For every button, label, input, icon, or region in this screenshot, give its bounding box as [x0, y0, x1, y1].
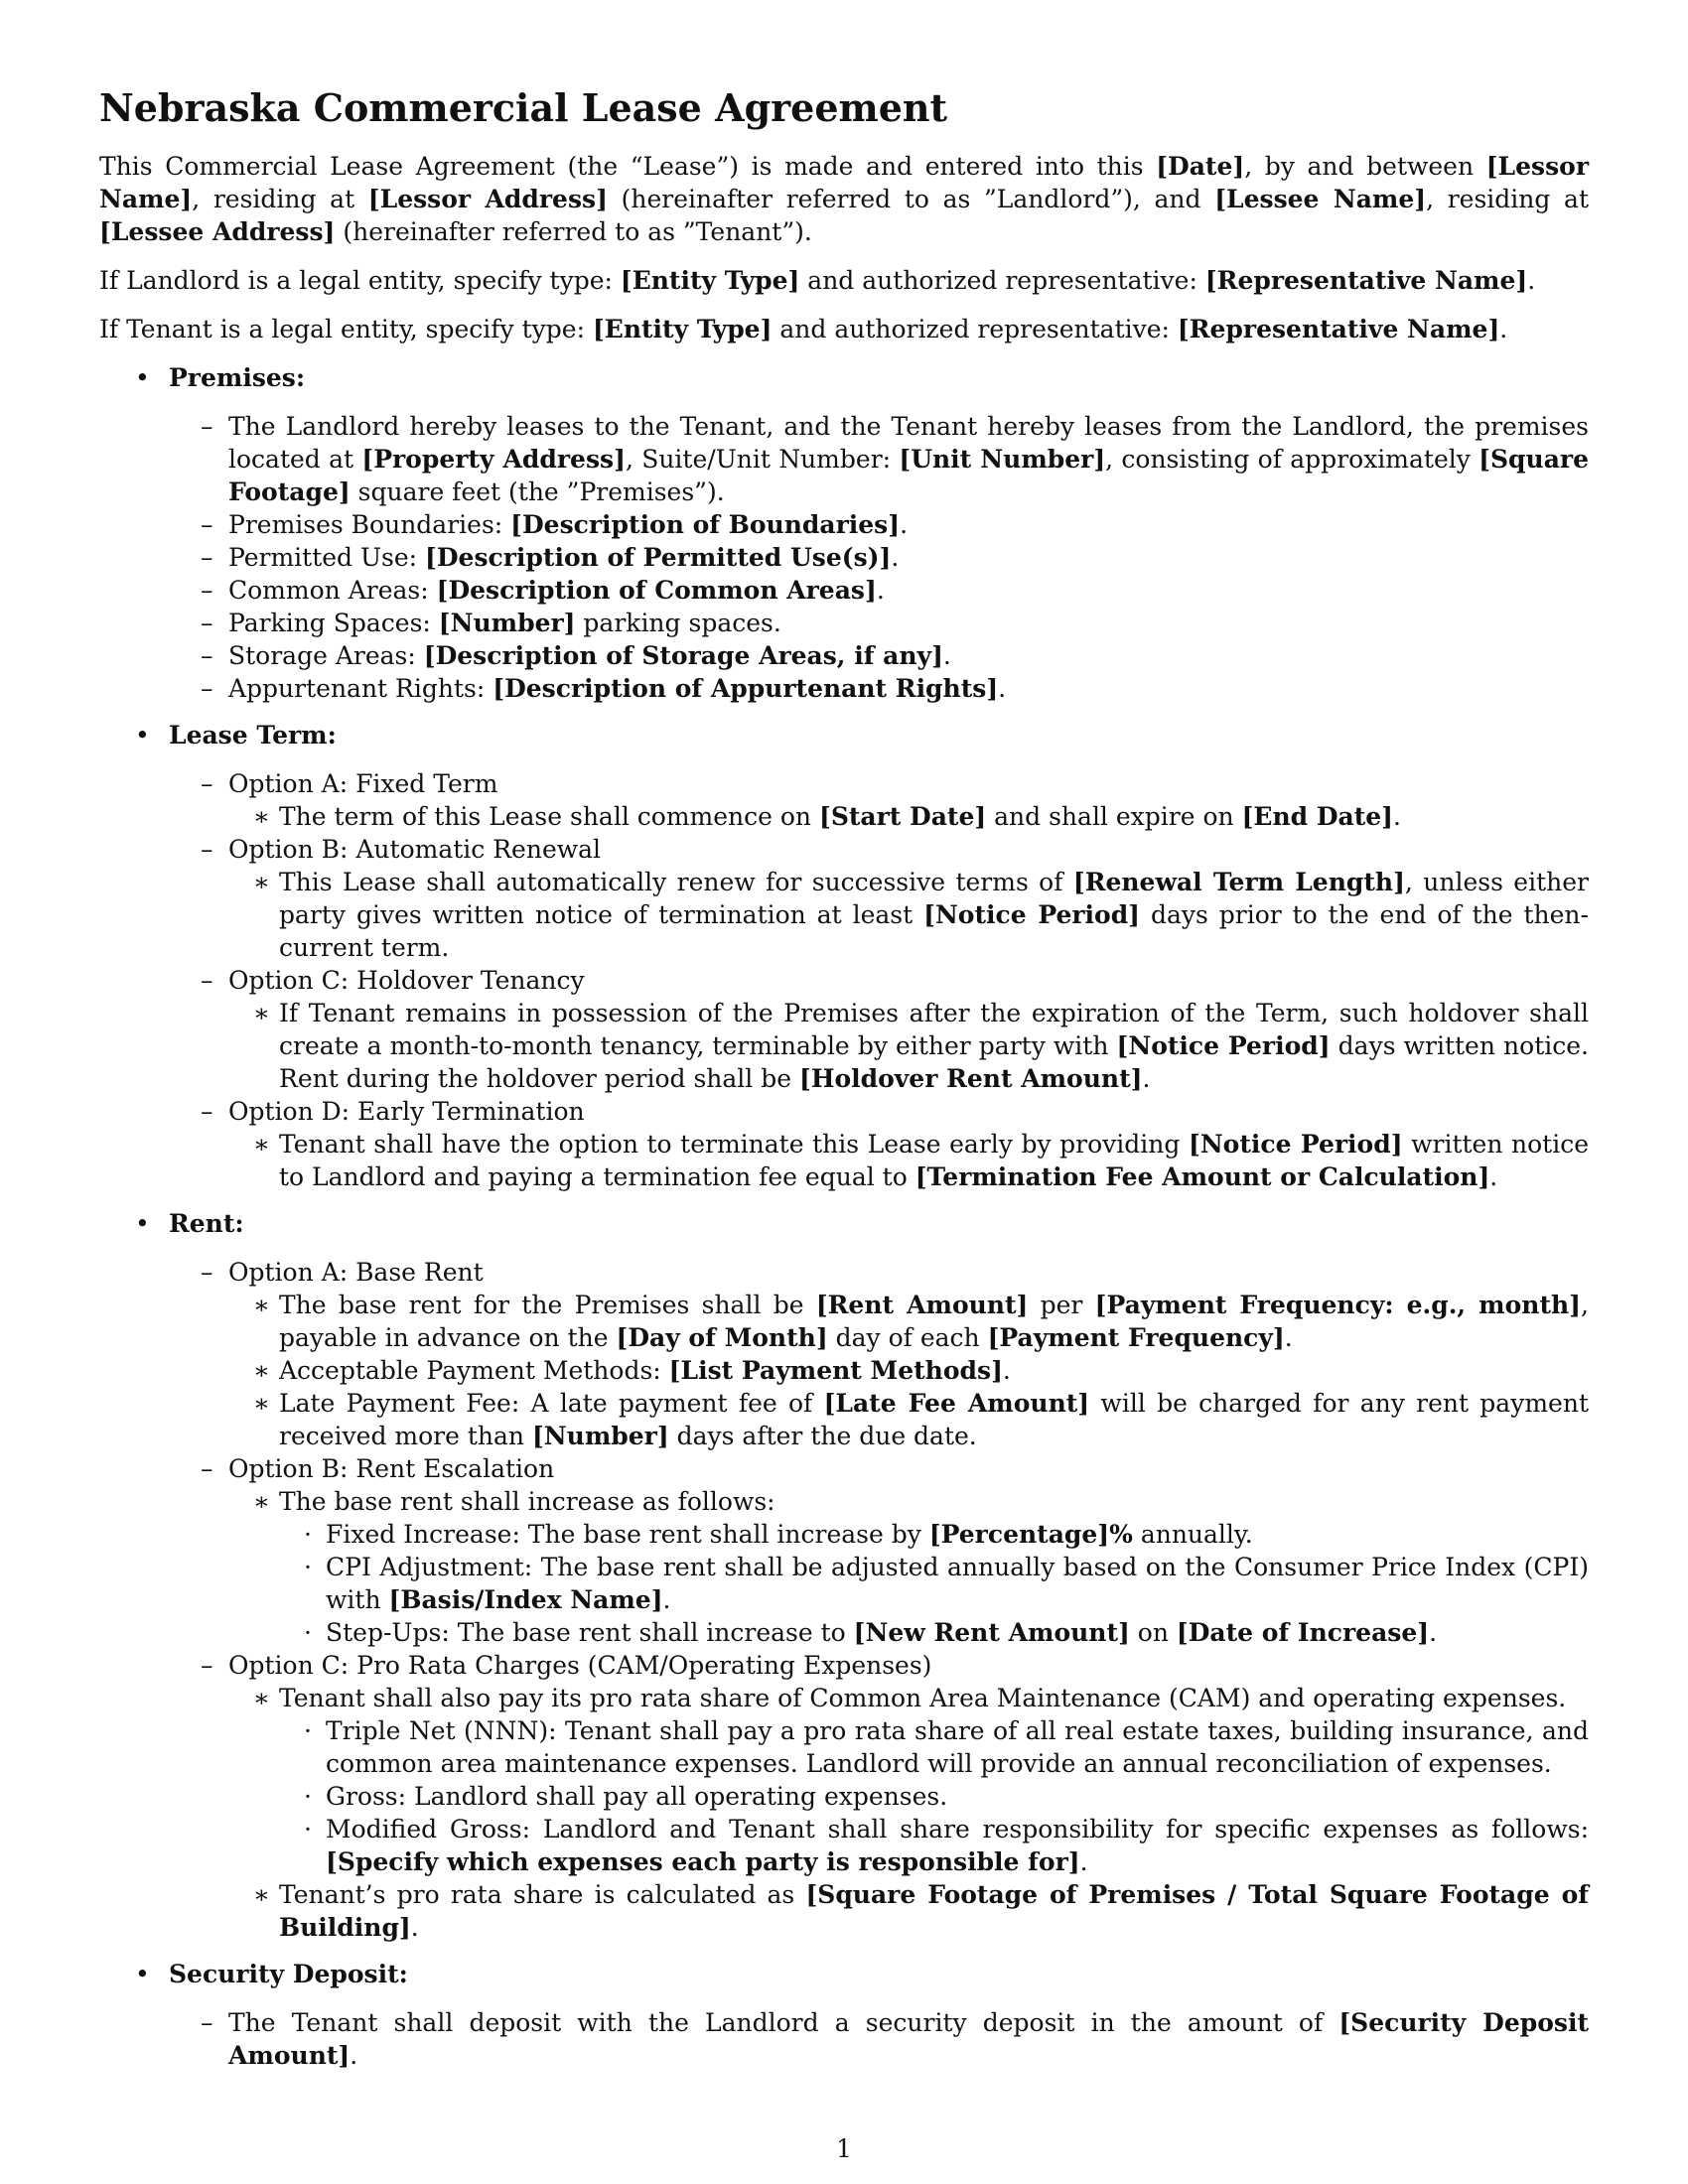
text: . — [1527, 266, 1536, 295]
list-item — [279, 1616, 1589, 1649]
placeholder: [Termination Fee Amount or Calculation] — [914, 1162, 1490, 1191]
text: . — [1002, 1356, 1011, 1385]
square-footage-placeholder: [Square Footage] — [228, 445, 1589, 506]
text: . — [1142, 1064, 1151, 1093]
list-item: – Appurtenant Rights: [Description of Appurtenant Rights]. — [169, 672, 1589, 705]
text: Tenant shall also pay its pro rata share of Common Area Maintenance (CAM) and operating expenses. — [279, 1684, 1567, 1712]
text: Modified Gross: Landlord and Tenant shall share responsibility for specific expenses as follows: — [326, 1815, 1589, 1843]
placeholder: [Payment Frequency: e.g., month] — [1094, 1291, 1582, 1319]
text: Tenant’s pro rata share is calculated as — [279, 1880, 806, 1909]
placeholder: [Specify which expenses each party is responsible for] — [326, 1847, 1080, 1876]
list-item: · Gross: Landlord shall pay all operating expenses. — [279, 1780, 1589, 1813]
placeholder: [Rent Amount] — [815, 1291, 1029, 1319]
security-deposit-list — [169, 2006, 1589, 2072]
section-security-deposit — [99, 1958, 1589, 2072]
placeholder: [Description of Permitted Use(s)] — [425, 543, 892, 572]
text: and authorized representative: — [799, 266, 1205, 295]
option-item — [169, 833, 1589, 964]
text: . — [410, 1913, 419, 1942]
option-item — [169, 1095, 1589, 1193]
section-premises — [99, 361, 1589, 705]
list-item — [279, 1813, 1589, 1878]
list-item: – Permitted Use: [Description of Permitted Use(s)]. — [169, 541, 1589, 574]
placeholder: [Date of Increase] — [1176, 1618, 1430, 1647]
section-heading: • Rent: — [169, 1209, 244, 1238]
text: days after the due date. — [668, 1422, 977, 1450]
text: . — [1284, 1323, 1293, 1352]
text: will be charged for any rent payment received more than — [279, 1389, 1589, 1450]
date-placeholder: [Date] — [1156, 152, 1245, 181]
placeholder: [Number] — [531, 1422, 669, 1450]
option-label: Option C: Holdover Tenancy — [228, 966, 585, 995]
option-details — [228, 1682, 1589, 1944]
text: If Tenant remains in possession of the Premises after the expiration of the Term, such holdover shall create a month-to-month tenancy, terminable by either party with — [279, 999, 1589, 1060]
option-item — [169, 767, 1589, 833]
placeholder: [List Payment Methods] — [668, 1356, 1003, 1385]
list-item: – Storage Areas: [Description of Storage Areas, if any]. — [169, 639, 1589, 672]
placeholder: [Description of Storage Areas, if any] — [423, 641, 943, 670]
lessee-name-placeholder: [Lessee Name] — [1214, 185, 1427, 213]
text: This Lease shall automatically renew for successive terms of — [279, 868, 1073, 896]
option-label: Option B: Rent Escalation — [228, 1454, 555, 1483]
text: Premises Boundaries: — [228, 510, 511, 539]
list-item: – Common Areas: [Description of Common Areas]. — [169, 574, 1589, 607]
list-item: · Triple Net (NNN): Tenant shall pay a pro rata share of all real estate taxes, building insurance, and common area maintenance expenses. Landlord will provide an annual reconciliation of expenses. — [279, 1714, 1589, 1780]
placeholder: [Notice Period] — [923, 900, 1141, 929]
text: Common Areas: — [228, 576, 437, 605]
landlord-entity-type-placeholder: [Entity Type] — [620, 266, 800, 295]
text: If Landlord is a legal entity, specify type: — [99, 266, 621, 295]
option-details — [228, 1128, 1589, 1193]
placeholder: [Number] — [438, 609, 576, 637]
text: written notice to Landlord and paying a termination fee equal to — [279, 1130, 1590, 1191]
placeholder: [Description of Common Areas] — [436, 576, 877, 605]
placeholder: [Description of Boundaries] — [510, 510, 901, 539]
text: day of each — [827, 1323, 988, 1352]
text: (hereinafter referred to as ”Tenant”). — [335, 217, 812, 246]
list-item — [228, 1128, 1589, 1193]
placeholder: [Percentage]% — [928, 1520, 1133, 1549]
text: This Commercial Lease Agreement (the “Lease”) is made and entered into this — [99, 152, 1157, 181]
text: days prior to the end of the then-current term. — [279, 900, 1589, 962]
property-address-placeholder: [Property Address] — [361, 445, 626, 474]
list-item — [228, 1289, 1589, 1354]
placeholder: [Late Fee Amount] — [823, 1389, 1090, 1418]
landlord-representative-placeholder: [Representative Name] — [1204, 266, 1528, 295]
text: Appurtenant Rights: — [228, 674, 493, 703]
premises-list — [169, 410, 1589, 705]
text: and shall expire on — [986, 802, 1242, 831]
rent-options — [169, 1256, 1589, 1944]
text: and authorized representative: — [772, 315, 1178, 343]
list-item — [228, 1354, 1589, 1387]
text: , Suite/Unit Number: — [625, 445, 900, 474]
option-details — [228, 1485, 1589, 1649]
text: . — [1392, 802, 1401, 831]
placeholder: [Renewal Term Length] — [1072, 868, 1405, 896]
text: Acceptable Payment Methods: — [279, 1356, 669, 1385]
section-heading: • Security Deposit: — [169, 1960, 408, 1988]
text: annually. — [1132, 1520, 1253, 1549]
text: Late Payment Fee: A late payment fee of — [279, 1389, 824, 1418]
placeholder: [Description of Appurtenant Rights] — [492, 674, 999, 703]
sub-details — [279, 1714, 1589, 1878]
list-item — [228, 800, 1589, 833]
list-item — [228, 1682, 1589, 1878]
text: , consisting of approximately — [1105, 445, 1479, 474]
tenant-entity-paragraph — [99, 313, 1589, 345]
text: square feet (the ”Premises”). — [350, 478, 725, 506]
list-item — [228, 997, 1589, 1095]
document-title: Nebraska Commercial Lease Agreement — [99, 85, 948, 130]
text: The Tenant shall deposit with the Landlord a security deposit in the amount of — [228, 2008, 1339, 2037]
list-item: – Premises Boundaries: [Description of Boundaries]. — [169, 508, 1589, 541]
lease-term-options — [169, 767, 1589, 1193]
text: Parking Spaces: — [228, 609, 439, 637]
text: , residing at — [1426, 185, 1590, 213]
option-label: Option B: Automatic Renewal — [228, 835, 602, 864]
list-item — [228, 866, 1589, 964]
text: The term of this Lease shall commence on — [279, 802, 819, 831]
text: days written notice. Rent during the holdover period shall be — [279, 1031, 1589, 1093]
placeholder: [Square Footage of Premises / Total Square Footage of Building] — [279, 1880, 1589, 1942]
lessor-name-placeholder: [Lessor Name] — [99, 152, 1590, 213]
option-details — [228, 866, 1589, 964]
list-item — [228, 1387, 1589, 1452]
text: . — [350, 2041, 358, 2070]
text: . — [1429, 1618, 1438, 1647]
option-item — [169, 1256, 1589, 1452]
list-item — [169, 607, 1589, 639]
placeholder: [Basis/Index Name] — [388, 1585, 663, 1614]
text: The base rent shall increase as follows: — [279, 1487, 775, 1516]
text: (hereinafter referred to as ”Landlord”), and — [607, 185, 1215, 213]
section-heading: • Lease Term: — [169, 721, 337, 750]
text: . — [662, 1585, 671, 1614]
option-details — [228, 800, 1589, 833]
list-item — [228, 1878, 1589, 1944]
text: . — [1079, 1847, 1088, 1876]
page-number: 1 — [836, 2134, 852, 2163]
landlord-entity-paragraph — [99, 264, 1589, 297]
text: . — [1489, 1162, 1498, 1191]
option-label: Option C: Pro Rata Charges (CAM/Operating Expenses) — [228, 1651, 932, 1680]
placeholder: [Notice Period] — [1188, 1130, 1403, 1159]
end-date-placeholder: [End Date] — [1241, 802, 1393, 831]
security-deposit-placeholder: [Security Deposit Amount] — [228, 2008, 1589, 2070]
start-date-placeholder: [Start Date] — [818, 802, 987, 831]
option-item — [169, 964, 1589, 1095]
list-item — [228, 1485, 1589, 1649]
list-item — [279, 1551, 1589, 1616]
text: If Tenant is a legal entity, specify type: — [99, 315, 593, 343]
text: , payable in advance on the — [279, 1291, 1589, 1352]
option-details — [228, 997, 1589, 1095]
list-item — [169, 410, 1589, 508]
option-label: Option A: Fixed Term — [228, 769, 498, 798]
unit-number-placeholder: [Unit Number] — [899, 445, 1106, 474]
text: Step-Ups: The base rent shall increase to — [326, 1618, 854, 1647]
text: Fixed Increase: The base rent shall increase by — [326, 1520, 929, 1549]
text: . — [1499, 315, 1508, 343]
list-item — [169, 2006, 1589, 2072]
text: parking spaces. — [575, 609, 781, 637]
text: , residing at — [192, 185, 368, 213]
option-label: Option D: Early Termination — [228, 1097, 585, 1126]
intro-paragraph — [99, 150, 1589, 248]
text: Storage Areas: — [228, 641, 424, 670]
placeholder: [Notice Period] — [1116, 1031, 1331, 1060]
placeholder: [Holdover Rent Amount] — [799, 1064, 1143, 1093]
text: , unless either party gives written notice of termination at least — [279, 868, 1589, 929]
text: per — [1028, 1291, 1095, 1319]
text: on — [1129, 1618, 1177, 1647]
placeholder: [Payment Frequency] — [987, 1323, 1285, 1352]
sub-details — [279, 1518, 1589, 1649]
section-heading: • Premises: — [169, 363, 306, 392]
option-item — [169, 1452, 1589, 1649]
lessee-address-placeholder: [Lessee Address] — [99, 217, 336, 246]
sections-list — [99, 361, 1589, 2072]
section-rent — [99, 1207, 1589, 1944]
section-lease-term — [99, 719, 1589, 1193]
text: , by and between — [1244, 152, 1486, 181]
text: CPI Adjustment: The base rent shall be adjusted annually based on the Consumer Price Index (CPI) with — [326, 1553, 1589, 1614]
placeholder: [Day of Month] — [616, 1323, 828, 1352]
placeholder: [New Rent Amount] — [853, 1618, 1130, 1647]
lessor-address-placeholder: [Lessor Address] — [367, 185, 608, 213]
tenant-representative-placeholder: [Representative Name] — [1177, 315, 1500, 343]
tenant-entity-type-placeholder: [Entity Type] — [592, 315, 773, 343]
text: Permitted Use: — [228, 543, 426, 572]
document-page — [99, 84, 1589, 2086]
option-details — [228, 1289, 1589, 1452]
list-item — [279, 1518, 1589, 1551]
text: The Landlord hereby leases to the Tenant, and the Tenant hereby leases from the Landlord, the premises located at — [228, 412, 1589, 474]
option-item — [169, 1649, 1589, 1944]
text: Tenant shall have the option to terminate this Lease early by providing — [279, 1130, 1189, 1159]
option-label: Option A: Base Rent — [228, 1258, 484, 1287]
text: The base rent for the Premises shall be — [279, 1291, 816, 1319]
